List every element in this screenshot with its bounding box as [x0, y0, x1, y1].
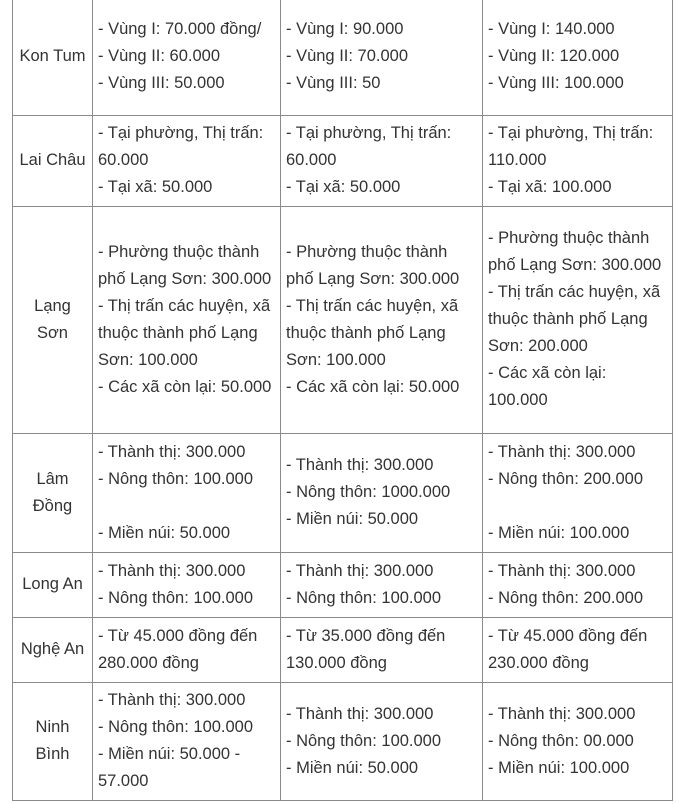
province-cell — [13, 433, 93, 552]
fee-cell-col3 — [281, 0, 483, 115]
fee-cell-col3 — [281, 115, 483, 206]
fee-cell-col3 — [281, 433, 483, 552]
fee-cell-col4 — [483, 552, 673, 617]
fee-line: - Miền núi: 50.000 - 57.000 — [98, 745, 241, 790]
fee-line: - Vùng II: 70.000 — [286, 47, 409, 66]
fee-line: - Các xã còn lại: 50.000 — [286, 377, 460, 396]
province-cell — [13, 0, 93, 115]
fee-cell-col2 — [93, 617, 281, 682]
fee-line: - Vùng III: 100.000 — [488, 74, 624, 93]
fee-cell-col3 — [281, 682, 483, 800]
fee-line: - Thành thị: 300.000 — [488, 561, 636, 580]
fee-line: - Từ 45.000 đồng đến 230.000 đồng — [488, 626, 648, 672]
fee-line: - Thành thị: 300.000 — [286, 704, 434, 723]
fee-line: - Thành thị: 300.000 — [488, 442, 636, 461]
fee-line: - Nông thôn: 1000.000 — [286, 483, 451, 501]
fee-cell-col4 — [483, 206, 673, 433]
fee-line: - Miền núi: 100.000 — [488, 523, 630, 542]
fee-line: - Thành thị: 300.000 — [286, 456, 434, 474]
fee-line: - Tại xã: 50.000 — [286, 178, 401, 196]
fee-line: - Vùng I: 140.000 — [488, 20, 615, 39]
fee-table-container — [12, 0, 673, 801]
fee-line: - Thành thị: 300.000 — [98, 561, 246, 580]
fee-line: - Từ 35.000 đồng đến 130.000 đồng — [286, 626, 446, 672]
fee-line: - Thị trấn các huyện, xã thuộc thành phố Lạng Sơn: 200.000 — [488, 283, 661, 355]
fee-table-body — [13, 0, 673, 800]
fee-line: - Nông thôn: 100.000 — [98, 588, 254, 607]
table-row — [13, 552, 673, 617]
fee-line: - Nông thôn: 100.000 — [98, 718, 254, 736]
fee-line: - Tại phường, Thị trấn: 60.000 — [286, 124, 452, 169]
fee-table — [12, 0, 673, 801]
fee-cell-col4 — [483, 0, 673, 115]
fee-cell-col2 — [93, 0, 281, 115]
fee-line: - Từ 45.000 đồng đến 280.000 đồng — [98, 626, 258, 672]
province-cell — [13, 115, 93, 206]
fee-line: - Vùng I: 70.000 đồng/ — [98, 20, 262, 39]
fee-cell-col4 — [483, 617, 673, 682]
fee-line: - Nông thôn: 100.000 — [286, 588, 442, 607]
fee-cell-col2 — [93, 206, 281, 433]
fee-line: - Nông thôn: 00.000 — [488, 731, 634, 750]
province-name: Lai Châu — [19, 151, 86, 169]
province-cell — [13, 552, 93, 617]
fee-line: - Thành thị: 300.000 — [488, 704, 636, 723]
fee-line: - Tại phường, Thị trấn: 110.000 — [488, 124, 654, 169]
fee-cell-col2 — [93, 433, 281, 552]
table-row — [13, 617, 673, 682]
province-cell — [13, 682, 93, 800]
fee-cell-col2 — [93, 682, 281, 800]
fee-line: - Thành thị: 300.000 — [286, 561, 434, 580]
fee-line: - Thành thị: 300.000 — [98, 691, 246, 709]
fee-line: - Thị trấn các huyện, xã thuộc thành phố Lạng Sơn: 100.000 — [286, 296, 459, 369]
province-name: Lâm Đồng — [32, 469, 73, 515]
fee-line: - Miền núi: 50.000 — [98, 523, 231, 542]
fee-line: - Vùng III: 50.000 — [98, 74, 225, 93]
table-row — [13, 0, 673, 115]
province-name: Nghệ An — [20, 640, 85, 658]
fee-cell-col4 — [483, 433, 673, 552]
fee-line: - Thị trấn các huyện, xã thuộc thành phố Lạng Sơn: 100.000 — [98, 296, 271, 369]
province-name: Long An — [22, 575, 83, 593]
fee-line: - Nông thôn: 200.000 — [488, 469, 644, 488]
fee-line: - Tại phường, Thị trấn: 60.000 — [98, 124, 264, 169]
fee-line: - Tại xã: 100.000 — [488, 178, 612, 196]
fee-line: - Nông thôn: 100.000 — [286, 731, 442, 750]
fee-line: - Các xã còn lại: 50.000 — [98, 377, 272, 396]
table-row — [13, 682, 673, 800]
fee-line: - Vùng I: 90.000 — [286, 20, 404, 39]
blank-line — [98, 493, 276, 520]
table-row — [13, 115, 673, 206]
fee-cell-col4 — [483, 682, 673, 800]
fee-line: - Miền núi: 50.000 — [286, 510, 419, 528]
fee-line: - Các xã còn lại: 100.000 — [488, 364, 607, 409]
province-name: Lạng Sơn — [34, 296, 71, 342]
table-row — [13, 206, 673, 433]
fee-line: - Miền núi: 100.000 — [488, 758, 630, 777]
fee-line: - Thành thị: 300.000 — [98, 442, 246, 461]
fee-cell-col3 — [281, 206, 483, 433]
fee-line: - Vùng II: 120.000 — [488, 47, 620, 66]
fee-cell-col3 — [281, 552, 483, 617]
blank-line — [488, 493, 668, 520]
fee-cell-col2 — [93, 552, 281, 617]
province-name: Ninh Bình — [35, 718, 70, 763]
fee-line: - Nông thôn: 100.000 — [98, 469, 254, 488]
province-cell — [13, 617, 93, 682]
fee-cell-col4 — [483, 115, 673, 206]
fee-line: - Vùng III: 50 — [286, 74, 381, 93]
fee-line: - Phường thuộc thành phố Lạng Sơn: 300.000 — [286, 242, 460, 288]
province-cell — [13, 206, 93, 433]
fee-cell-col3 — [281, 617, 483, 682]
table-row — [13, 433, 673, 552]
fee-line: - Nông thôn: 200.000 — [488, 588, 644, 607]
fee-line: - Phường thuộc thành phố Lạng Sơn: 300.000 — [98, 242, 272, 288]
fee-line: - Phường thuộc thành phố Lạng Sơn: 300.000 — [488, 229, 662, 274]
fee-line: - Miền núi: 50.000 — [286, 758, 419, 777]
fee-cell-col2 — [93, 115, 281, 206]
province-name: Kon Tum — [19, 47, 86, 66]
fee-line: - Vùng II: 60.000 — [98, 47, 221, 66]
fee-line: - Tại xã: 50.000 — [98, 178, 213, 196]
